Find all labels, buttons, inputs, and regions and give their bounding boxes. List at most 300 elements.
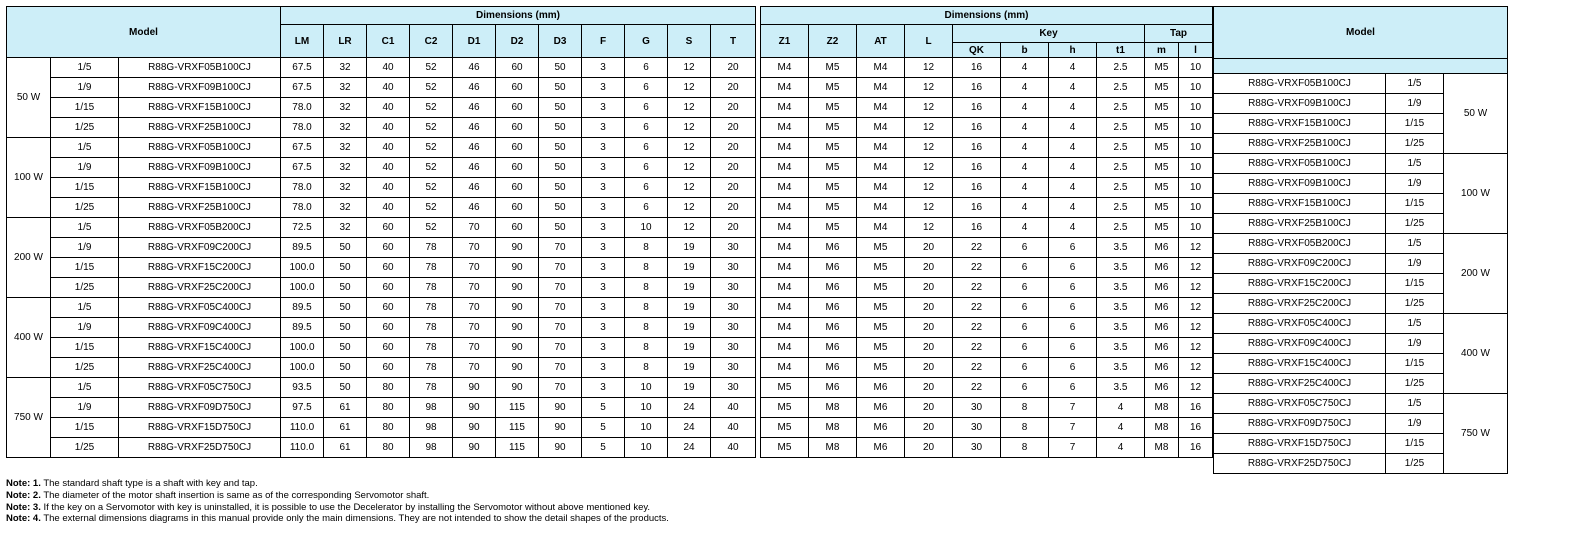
dimension-cell: 12 <box>668 198 711 218</box>
dimension-cell: 50 <box>539 98 582 118</box>
model-cell: R88G-VRXF05C750CJ <box>119 378 281 398</box>
dimension-cell: 20 <box>711 178 756 198</box>
dimension-cell: 60 <box>496 158 539 178</box>
dimension-cell: 70 <box>453 238 496 258</box>
dimension-cell: 3 <box>582 258 625 278</box>
model-cell: R88G-VRXF25C200CJ <box>1214 294 1386 314</box>
dimension-cell: 80 <box>367 438 410 458</box>
dimension-cell: M4 <box>761 118 809 138</box>
dimension-cell: 6 <box>1049 258 1097 278</box>
dimension-cell: 3 <box>582 318 625 338</box>
dimension-cell: 2.5 <box>1097 98 1145 118</box>
ratio-cell: 1/15 <box>1386 434 1444 454</box>
dimension-cell: 4 <box>1097 418 1145 438</box>
dimension-cell: 3.5 <box>1097 338 1145 358</box>
col-header-b: b <box>1001 43 1049 58</box>
ratio-cell: 1/9 <box>51 158 119 178</box>
dimension-cell: 16 <box>1179 398 1213 418</box>
dimension-cell: 70 <box>453 258 496 278</box>
dimension-cell: 10 <box>1179 58 1213 78</box>
table-row <box>761 78 1213 98</box>
dimension-cell: M5 <box>1145 198 1179 218</box>
dimension-cell: 4 <box>1049 78 1097 98</box>
table-row <box>761 258 1213 278</box>
ratio-cell: 1/5 <box>51 58 119 78</box>
dimension-cell: 52 <box>410 178 453 198</box>
dimension-cell: 3 <box>582 98 625 118</box>
dimension-cell: 6 <box>625 138 668 158</box>
power-cell: 50 W <box>7 58 51 138</box>
dimension-cell: M6 <box>809 298 857 318</box>
dimension-cell: 12 <box>905 98 953 118</box>
table-row <box>7 438 756 458</box>
dimension-cell: 67.5 <box>281 138 324 158</box>
dimension-cell: 10 <box>625 418 668 438</box>
dimension-cell: 6 <box>1049 298 1097 318</box>
model-header-right: Model <box>1214 7 1508 59</box>
table-row <box>7 98 756 118</box>
table-row <box>761 278 1213 298</box>
table-row <box>7 358 756 378</box>
dimension-cell: 12 <box>905 218 953 238</box>
dimension-cell: 22 <box>953 338 1001 358</box>
dimension-cell: 19 <box>668 298 711 318</box>
dimension-cell: 32 <box>324 178 367 198</box>
dimension-cell: M4 <box>857 158 905 178</box>
dimension-cell: 50 <box>324 318 367 338</box>
dimension-cell: M4 <box>761 358 809 378</box>
dimension-cell: 100.0 <box>281 258 324 278</box>
power-cell: 400 W <box>7 298 51 378</box>
dimension-cell: 4 <box>1049 178 1097 198</box>
dimension-cell: 6 <box>1001 298 1049 318</box>
dimension-cell: 20 <box>905 278 953 298</box>
model-cell: R88G-VRXF15B100CJ <box>119 98 281 118</box>
table-row <box>7 218 756 238</box>
dimension-cell: 40 <box>711 398 756 418</box>
dimension-cell: M5 <box>761 438 809 458</box>
dimension-cell: M8 <box>1145 398 1179 418</box>
dimension-cell: 4 <box>1001 218 1049 238</box>
table-row <box>1214 394 1508 414</box>
dimension-cell: 19 <box>668 378 711 398</box>
ratio-cell: 1/25 <box>1386 214 1444 234</box>
dimension-cell: 16 <box>953 138 1001 158</box>
dimension-cell: 12 <box>905 118 953 138</box>
dimension-cell: 22 <box>953 318 1001 338</box>
table-row <box>761 138 1213 158</box>
dimension-cell: 6 <box>1001 318 1049 338</box>
dimension-cell: 20 <box>711 118 756 138</box>
dimension-cell: 6 <box>625 158 668 178</box>
dimension-cell: 2.5 <box>1097 78 1145 98</box>
table-row <box>7 338 756 358</box>
dimension-cell: 90 <box>496 338 539 358</box>
col-header-t: T <box>711 25 756 58</box>
dimension-cell: 12 <box>905 178 953 198</box>
dimension-cell: M6 <box>857 418 905 438</box>
dimension-cell: 60 <box>367 278 410 298</box>
dimension-cell: M4 <box>761 98 809 118</box>
dimension-cell: M6 <box>1145 378 1179 398</box>
dimension-cell: M4 <box>761 238 809 258</box>
dimension-cell: 30 <box>711 318 756 338</box>
dimension-cell: 46 <box>453 58 496 78</box>
table-row <box>7 298 756 318</box>
dimension-cell: 4 <box>1001 118 1049 138</box>
col-header-c2: C2 <box>410 25 453 58</box>
dimension-cell: 70 <box>453 278 496 298</box>
dimension-cell: 6 <box>1001 338 1049 358</box>
dimension-cell: M5 <box>761 378 809 398</box>
right-dimensions-table <box>760 6 1213 458</box>
dimension-cell: M4 <box>761 178 809 198</box>
model-cell: R88G-VRXF15C200CJ <box>119 258 281 278</box>
table-row <box>761 358 1213 378</box>
dimension-cell: 4 <box>1097 398 1145 418</box>
dimension-cell: 4 <box>1097 438 1145 458</box>
dimension-cell: 12 <box>905 158 953 178</box>
ratio-cell: 1/9 <box>51 318 119 338</box>
dimension-cell: 90 <box>496 238 539 258</box>
col-header-l: L <box>905 25 953 58</box>
dimension-cell: 10 <box>625 398 668 418</box>
model-cell: R88G-VRXF09B100CJ <box>119 78 281 98</box>
table-row <box>1214 234 1508 254</box>
dimension-cell: 4 <box>1001 158 1049 178</box>
table-row <box>7 278 756 298</box>
left-dimensions-table <box>6 6 756 458</box>
dimension-cell: 72.5 <box>281 218 324 238</box>
table-row <box>761 438 1213 458</box>
dimension-cell: M4 <box>761 258 809 278</box>
dimension-cell: 6 <box>1001 358 1049 378</box>
table-row <box>1214 74 1508 94</box>
dimension-cell: M8 <box>1145 418 1179 438</box>
table-row <box>7 198 756 218</box>
table-row <box>761 238 1213 258</box>
dimension-cell: 19 <box>668 278 711 298</box>
dimension-cell: 22 <box>953 238 1001 258</box>
model-cell: R88G-VRXF25B100CJ <box>1214 214 1386 234</box>
power-cell: 100 W <box>1444 154 1508 234</box>
dimension-cell: M5 <box>857 238 905 258</box>
dimension-cell: 40 <box>367 158 410 178</box>
model-cell: R88G-VRXF05B100CJ <box>119 58 281 78</box>
ratio-cell: 1/25 <box>1386 454 1444 474</box>
note-text: The diameter of the motor shaft insertion is same as of the corresponding Servomotor shaft. <box>43 489 430 501</box>
dimension-cell: 50 <box>324 338 367 358</box>
dimension-cell: 3.5 <box>1097 378 1145 398</box>
note-text: The external dimensions diagrams in this manual provide only the main dimensions. They are not intended to show the detail shapes of the products. <box>43 513 669 525</box>
dimension-cell: 12 <box>668 98 711 118</box>
dimension-cell: M5 <box>809 178 857 198</box>
table-row <box>761 58 1213 78</box>
dimension-cell: 60 <box>367 358 410 378</box>
dimension-cell: M6 <box>1145 258 1179 278</box>
model-cell: R88G-VRXF05B200CJ <box>1214 234 1386 254</box>
dimension-cell: 2.5 <box>1097 118 1145 138</box>
ratio-cell: 1/9 <box>1386 94 1444 114</box>
dimension-cell: 60 <box>496 198 539 218</box>
dimension-cell: 20 <box>711 158 756 178</box>
dimension-cell: M4 <box>761 198 809 218</box>
note-line <box>6 502 669 514</box>
dimension-cell: 2.5 <box>1097 178 1145 198</box>
dimension-cell: 46 <box>453 198 496 218</box>
dimension-cell: M6 <box>809 278 857 298</box>
dimension-cell: 89.5 <box>281 238 324 258</box>
dimension-cell: 6 <box>625 58 668 78</box>
ratio-cell: 1/9 <box>51 238 119 258</box>
dimension-cell: 60 <box>496 58 539 78</box>
ratio-cell: 1/15 <box>51 418 119 438</box>
dimension-cell: 70 <box>539 318 582 338</box>
dimension-cell: 46 <box>453 118 496 138</box>
dimension-cell: 3 <box>582 278 625 298</box>
table-row <box>7 138 756 158</box>
dimension-cell: 100.0 <box>281 338 324 358</box>
power-cell: 750 W <box>7 378 51 458</box>
model-cell: R88G-VRXF15C200CJ <box>1214 274 1386 294</box>
dimension-cell: 90 <box>539 418 582 438</box>
dimension-cell: 60 <box>496 178 539 198</box>
dimension-cell: 70 <box>539 338 582 358</box>
dimension-cell: 8 <box>625 278 668 298</box>
dimension-cell: 70 <box>539 238 582 258</box>
model-cell: R88G-VRXF05B100CJ <box>1214 74 1386 94</box>
dimension-cell: 90 <box>453 418 496 438</box>
dimension-cell: 90 <box>496 298 539 318</box>
dimension-cell: M5 <box>857 298 905 318</box>
dimension-cell: 20 <box>905 378 953 398</box>
key-header: Key <box>953 25 1145 43</box>
dimension-cell: 50 <box>539 118 582 138</box>
dimension-cell: 40 <box>367 178 410 198</box>
model-cell: R88G-VRXF09C200CJ <box>1214 254 1386 274</box>
dimension-cell: 20 <box>905 398 953 418</box>
dimension-cell: 61 <box>324 438 367 458</box>
model-cell: R88G-VRXF09B100CJ <box>1214 94 1386 114</box>
ratio-cell: 1/9 <box>1386 414 1444 434</box>
dimension-cell: 20 <box>905 318 953 338</box>
dimension-cell: 98 <box>410 418 453 438</box>
dimension-cell: 4 <box>1001 98 1049 118</box>
dimension-cell: 5 <box>582 438 625 458</box>
dimension-cell: 3 <box>582 58 625 78</box>
dimension-cell: 3.5 <box>1097 258 1145 278</box>
table-row <box>7 398 756 418</box>
col-header-at: AT <box>857 25 905 58</box>
dimension-cell: 32 <box>324 118 367 138</box>
table-row <box>7 158 756 178</box>
model-cell: R88G-VRXF15C400CJ <box>1214 354 1386 374</box>
model-cell: R88G-VRXF15B100CJ <box>119 178 281 198</box>
dimension-cell: 32 <box>324 78 367 98</box>
dimension-cell: M4 <box>857 138 905 158</box>
dimension-cell: 6 <box>1001 238 1049 258</box>
dimension-cell: 19 <box>668 318 711 338</box>
dimension-cell: 46 <box>453 78 496 98</box>
dimension-cell: 115 <box>496 398 539 418</box>
dimension-cell: 98 <box>410 438 453 458</box>
note-text: If the key on a Servomotor with key is uninstalled, it is possible to use the Decelerator by installing the Servomotor without above mentioned key. <box>43 501 651 513</box>
model-header-left: Model <box>7 7 281 58</box>
ratio-cell: 1/25 <box>51 278 119 298</box>
table-row <box>7 238 756 258</box>
dimension-cell: 50 <box>539 178 582 198</box>
dimension-cell: 32 <box>324 98 367 118</box>
ratio-cell: 1/25 <box>1386 374 1444 394</box>
ratio-cell: 1/9 <box>1386 334 1444 354</box>
dimension-cell: 40 <box>367 138 410 158</box>
dimension-cell: M4 <box>761 278 809 298</box>
dimension-cell: M5 <box>761 398 809 418</box>
dimension-cell: 16 <box>1179 438 1213 458</box>
dimensions-header-left: Dimensions (mm) <box>281 7 756 25</box>
dimension-cell: 4 <box>1049 98 1097 118</box>
dimension-cell: 4 <box>1001 178 1049 198</box>
dimension-cell: 78.0 <box>281 98 324 118</box>
dimension-cell: 6 <box>1049 238 1097 258</box>
table-row <box>761 178 1213 198</box>
dimension-cell: M4 <box>857 58 905 78</box>
note-label: Note: 2. <box>6 489 41 501</box>
col-header-s: S <box>668 25 711 58</box>
dimension-cell: 3.5 <box>1097 278 1145 298</box>
dimension-cell: 78 <box>410 378 453 398</box>
dimension-cell: M5 <box>1145 118 1179 138</box>
dimension-cell: 6 <box>625 78 668 98</box>
model-cell: R88G-VRXF25D750CJ <box>1214 454 1386 474</box>
model-cell: R88G-VRXF05B100CJ <box>1214 154 1386 174</box>
model-cell: R88G-VRXF05C750CJ <box>1214 394 1386 414</box>
dimension-cell: 98 <box>410 398 453 418</box>
dimension-cell: 50 <box>324 238 367 258</box>
dimension-cell: M6 <box>857 398 905 418</box>
dimension-cell: 16 <box>953 98 1001 118</box>
dimension-cell: 50 <box>324 378 367 398</box>
dimension-cell: 3 <box>582 178 625 198</box>
model-cell: R88G-VRXF25C400CJ <box>119 358 281 378</box>
right-model-table <box>1213 6 1508 474</box>
table-row <box>1214 314 1508 334</box>
dimension-cell: M5 <box>809 218 857 238</box>
dimension-cell: 16 <box>953 58 1001 78</box>
dimension-cell: M5 <box>809 58 857 78</box>
dimension-cell: 22 <box>953 258 1001 278</box>
dimension-cell: 6 <box>1049 318 1097 338</box>
dimension-cell: 50 <box>324 258 367 278</box>
table-row <box>7 258 756 278</box>
dimension-cell: 12 <box>1179 298 1213 318</box>
dimension-cell: M5 <box>761 418 809 438</box>
dimension-cell: 20 <box>905 238 953 258</box>
table-row <box>761 398 1213 418</box>
dimension-cell: 40 <box>367 78 410 98</box>
dimension-cell: M6 <box>1145 338 1179 358</box>
ratio-cell: 1/5 <box>1386 394 1444 414</box>
dimension-cell: M5 <box>1145 98 1179 118</box>
dimension-cell: 80 <box>367 418 410 438</box>
dimension-cell: 3 <box>582 238 625 258</box>
dimension-cell: 10 <box>1179 198 1213 218</box>
dimension-cell: 6 <box>1001 258 1049 278</box>
notes-section <box>6 478 669 525</box>
dimension-cell: 6 <box>1049 338 1097 358</box>
dimension-cell: 100.0 <box>281 358 324 378</box>
col-header-f: F <box>582 25 625 58</box>
dimension-cell: 20 <box>711 198 756 218</box>
dimension-cell: 8 <box>1001 438 1049 458</box>
dimension-cell: 50 <box>539 78 582 98</box>
dimension-cell: M4 <box>857 78 905 98</box>
dimension-cell: 10 <box>1179 158 1213 178</box>
dimension-cell: 10 <box>1179 138 1213 158</box>
dimension-cell: 24 <box>668 438 711 458</box>
col-header-t1: t1 <box>1097 43 1145 58</box>
dimension-cell: 100.0 <box>281 278 324 298</box>
dimension-cell: 12 <box>1179 338 1213 358</box>
dimension-cell: 19 <box>668 238 711 258</box>
dimension-cell: 4 <box>1049 138 1097 158</box>
power-cell: 750 W <box>1444 394 1508 474</box>
dimension-cell: 78 <box>410 298 453 318</box>
dimension-cell: 2.5 <box>1097 198 1145 218</box>
dimension-cell: 70 <box>453 358 496 378</box>
dimension-cell: 60 <box>496 118 539 138</box>
model-cell: R88G-VRXF15B100CJ <box>1214 114 1386 134</box>
dimension-cell: M4 <box>761 318 809 338</box>
col-header-z1: Z1 <box>761 25 809 58</box>
dimension-cell: 6 <box>1049 358 1097 378</box>
dimension-cell: 60 <box>496 138 539 158</box>
ratio-cell: 1/15 <box>51 98 119 118</box>
dimension-cell: 70 <box>453 338 496 358</box>
dimension-cell: M4 <box>761 138 809 158</box>
col-header-lm: LM <box>281 25 324 58</box>
power-cell: 50 W <box>1444 74 1508 154</box>
dimension-cell: M5 <box>1145 78 1179 98</box>
ratio-cell: 1/5 <box>1386 74 1444 94</box>
dimension-cell: M6 <box>1145 358 1179 378</box>
dimension-cell: 12 <box>1179 278 1213 298</box>
model-cell: R88G-VRXF05C400CJ <box>1214 314 1386 334</box>
dimension-cell: 22 <box>953 378 1001 398</box>
dimension-cell: 4 <box>1001 198 1049 218</box>
model-cell: R88G-VRXF25C200CJ <box>119 278 281 298</box>
dimension-cell: 110.0 <box>281 418 324 438</box>
dimension-cell: 19 <box>668 338 711 358</box>
dimension-cell: 30 <box>711 238 756 258</box>
dimension-cell: 10 <box>1179 98 1213 118</box>
table-row <box>1214 154 1508 174</box>
dimension-cell: M6 <box>857 378 905 398</box>
dimension-cell: M5 <box>809 78 857 98</box>
dimension-cell: M6 <box>1145 298 1179 318</box>
dimension-cell: 52 <box>410 198 453 218</box>
dimension-cell: 12 <box>668 218 711 238</box>
model-cell: R88G-VRXF15D750CJ <box>119 418 281 438</box>
dimension-cell: 20 <box>905 438 953 458</box>
dimension-cell: 52 <box>410 138 453 158</box>
dimension-cell: 78 <box>410 258 453 278</box>
dimension-cell: 89.5 <box>281 318 324 338</box>
dimension-cell: 90 <box>496 318 539 338</box>
dimension-cell: 90 <box>539 438 582 458</box>
dimension-cell: 89.5 <box>281 298 324 318</box>
dimension-cell: 20 <box>711 138 756 158</box>
